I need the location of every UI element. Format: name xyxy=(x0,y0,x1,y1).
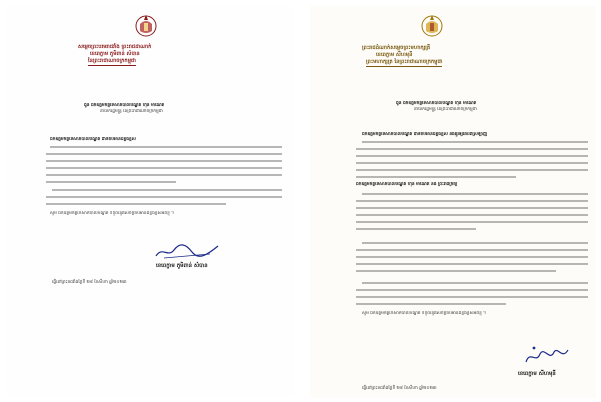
text-line xyxy=(46,181,176,183)
text-line xyxy=(52,189,282,191)
signer-name: ខេពេក្ចាម ភូមិពាន់ សំបាន xyxy=(156,263,208,269)
signature-right xyxy=(522,342,572,368)
text-line xyxy=(46,196,282,198)
closing: សូម ឯកឧត្តមកិត្តិទេសាភិបាលបណ្ឌិត ទទួលនូវសេចក្តីរាប់អានដ៏ខ្ពង់ខ្ពស់អំពីខ្ញុំ ។ xyxy=(50,211,175,216)
closing: សូម ឯកឧត្តមកិត្តិទេសាភិបាលបណ្ឌិត ទទួលនូវសេចក្តីរាប់អានដ៏ខ្ពង់ខ្ពស់អំពីខ្ញុំ ។ xyxy=(362,311,487,316)
to-sub: នាយករដ្ឋមន្ត្រី នៃព្រះរាជាណាចក្រកម្ពុជា xyxy=(414,107,477,112)
text-line xyxy=(356,176,516,178)
text-line xyxy=(50,146,282,148)
to-line: ជូន ឯកឧត្តមកិត្តិទេសាភិបាលបណ្ឌិត ហ៊ុន ម៉ាណែត xyxy=(84,103,165,108)
text-line xyxy=(356,303,506,305)
text-line xyxy=(46,203,226,205)
text-line xyxy=(362,242,588,244)
text-line xyxy=(356,162,588,164)
header-line3: នៃព្រះរាជាណាចក្រកម្ពុជា xyxy=(88,58,136,64)
salutation: ឯកឧត្តមកិត្តិទេសាភិបាលបណ្ឌិត ជាទីរាប់អានដ៏ខ្ពង់ខ្ពស់ និងគួរឲ្យគោរពស្រឡាញ់ xyxy=(362,132,488,137)
text-line xyxy=(46,160,282,162)
to-sub: នាយករដ្ឋមន្ត្រី នៃព្រះរាជាណាចក្រកម្ពុជា xyxy=(100,109,163,114)
date-line: ធ្វើនៅព្រះរាជវាំងថ្ងៃទី ២៨ ខែសីហា ឆ្នាំ២០២៣ xyxy=(362,386,437,391)
text-line xyxy=(362,282,588,284)
text-line xyxy=(356,289,588,291)
header-line2: ខេពេក្ចាម សីហមុនី xyxy=(376,52,413,58)
signer-name: ខេពេក្ចាម សីហមុនី xyxy=(518,371,556,377)
text-line xyxy=(356,148,588,150)
header-line1: ព្រះរាជដំណាក់សម្តេចព្រះមហាក្សត្រី xyxy=(362,45,431,51)
text-line xyxy=(356,200,588,202)
header-line2: ខេពេក្ចាម ភូមិពាន់ សំបាន xyxy=(90,51,140,57)
text-line xyxy=(356,256,588,258)
signature-left xyxy=(152,240,222,262)
header-line1: សម្តេចព្រះបរមរាជវាំង ព្រះរាជដាណាក់ xyxy=(78,44,152,50)
header-line3: ព្រះមហាក្សត្រ នៃព្រះរាជាណាចក្រកម្ពុជា xyxy=(366,59,443,65)
text-line xyxy=(356,263,588,265)
text-line xyxy=(356,221,588,223)
text-line xyxy=(362,141,588,143)
text-line xyxy=(362,193,588,195)
text-line xyxy=(356,214,588,216)
left-letter xyxy=(6,6,294,396)
right-letter xyxy=(310,6,596,398)
date-line: ធ្វើនៅព្រះរាជវាំងថ្ងៃទី ២៨ ខែសីហា ឆ្នាំ២០២៣ xyxy=(52,280,127,285)
text-line xyxy=(46,153,282,155)
royal-seal-icon xyxy=(419,12,445,38)
to-line: ជូន ឯកឧត្តមកិត្តិទេសាភិបាលបណ្ឌិត ហ៊ុន ម៉ាណែត xyxy=(396,101,477,106)
text-line xyxy=(356,169,588,171)
text-line xyxy=(356,249,588,251)
text-line xyxy=(356,228,476,230)
text-line xyxy=(46,167,282,169)
text-line xyxy=(356,155,588,157)
highlight-line: ឯកឧត្តមកិត្តិទេសាភិបាលបណ្ឌិត ហ៊ុន ម៉ាណែត និង ព្រះរាជក្រឹត្យ xyxy=(356,182,458,187)
text-line xyxy=(46,174,282,176)
text-line xyxy=(356,270,556,272)
text-line xyxy=(356,296,588,298)
royal-seal-icon xyxy=(133,12,159,38)
text-line xyxy=(356,207,588,209)
salutation: ឯកឧត្តមកិត្តិទេសាភិបាលបណ្ឌិត ជាទីរាប់អានដ៏ខ្ពង់ខ្ពស់ xyxy=(50,137,136,142)
